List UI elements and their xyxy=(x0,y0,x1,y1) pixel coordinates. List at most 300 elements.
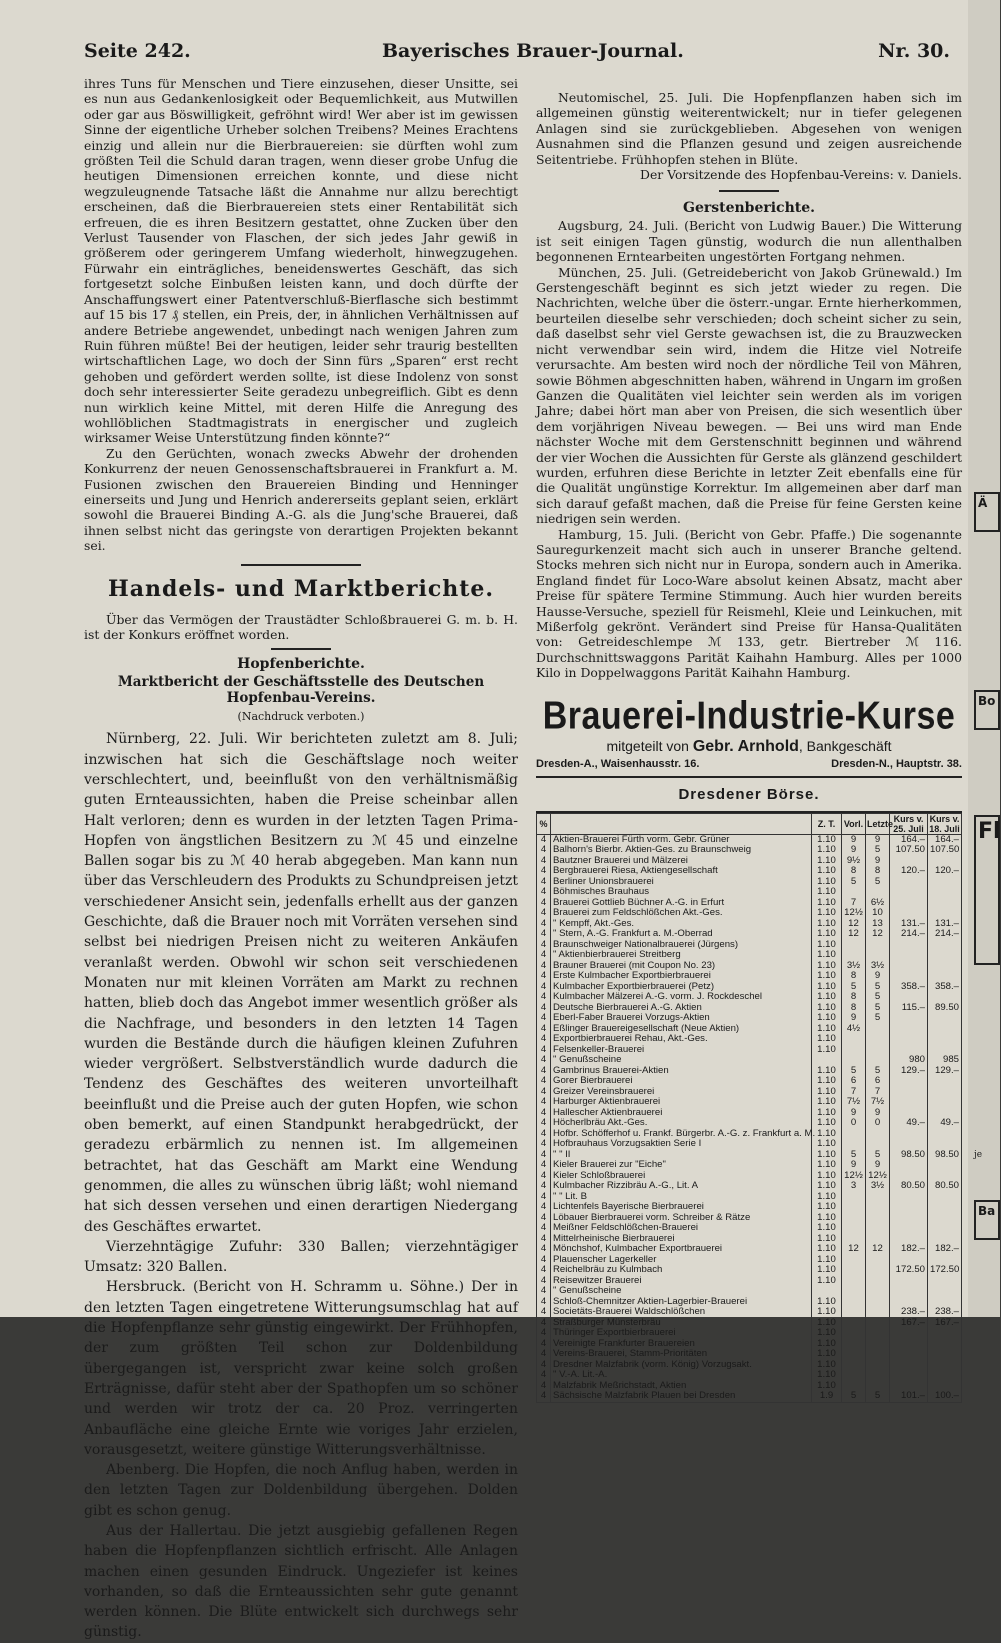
cell-zt: 1.10 xyxy=(812,845,842,856)
cell-zt: 1.10 xyxy=(812,1150,842,1161)
hops-title: Hopfenberichte. xyxy=(237,656,365,673)
cell-vorl: 9 xyxy=(842,1108,866,1119)
cell-letzte: 9 xyxy=(866,1160,890,1171)
cell-percent: 4 xyxy=(537,1181,551,1192)
cell-kurs-25 xyxy=(890,898,928,909)
cell-percent: 4 xyxy=(537,877,551,888)
cell-kurs-25 xyxy=(890,1360,928,1371)
cell-letzte: 5 xyxy=(866,845,890,856)
cell-percent: 4 xyxy=(537,1339,551,1350)
cell-letzte: 12 xyxy=(866,1244,890,1255)
cell-zt: 1.10 xyxy=(812,1129,842,1140)
cell-kurs-18: 89.50 xyxy=(928,1003,962,1014)
cell-percent: 4 xyxy=(537,1223,551,1234)
cell-vorl xyxy=(842,1349,866,1360)
cell-kurs-18: 167.– xyxy=(928,1318,962,1329)
cell-vorl xyxy=(842,1202,866,1213)
cell-zt: 1.10 xyxy=(812,877,842,888)
cell-vorl xyxy=(842,1265,866,1276)
cell-company: Thüringer Exportbierbrauerei xyxy=(551,1328,812,1339)
cell-zt: 1.10 xyxy=(812,898,842,909)
cell-letzte: 12 xyxy=(866,929,890,940)
cell-percent: 4 xyxy=(537,1129,551,1140)
cell-kurs-18: 100.– xyxy=(928,1391,962,1402)
cell-vorl: 9 xyxy=(842,834,866,845)
cell-kurs-18: 129.– xyxy=(928,1066,962,1077)
cell-kurs-18: 131.– xyxy=(928,919,962,930)
divider xyxy=(241,564,361,566)
cell-percent: 4 xyxy=(537,971,551,982)
cell-percent: 4 xyxy=(537,1066,551,1077)
cell-vorl: 3½ xyxy=(842,961,866,972)
report-augsburg: Augsburg, 24. Juli. (Bericht von Ludwig Bauer.) Die Witterung ist seit einigen Tagen günstig, wodurch die nun allenthalben begonnenen Erntearbeiten ungestörten Fortgang nehmen. xyxy=(536,218,962,265)
report-hallertau: Aus der Hallertau. Die jetzt ausgiebig gefallenen Regen haben die Hopfenpflanzen sichtlich erfrischt. Alle Anlagen machen einen gesunden Eindruck. Ungeziefer ist keines vorhanden, so daß die Ernteaussichten sehr gute genannt werden können. Die Blüte entwickelt sich durchwegs sehr günstig. xyxy=(84,1522,518,1641)
barley-title: Gerstenberichte. xyxy=(682,200,815,217)
cell-percent: 4 xyxy=(537,1318,551,1329)
cell-letzte xyxy=(866,940,890,951)
col-percent: % xyxy=(537,813,551,834)
cell-kurs-25: 129.– xyxy=(890,1066,928,1077)
cell-zt: 1.10 xyxy=(812,1171,842,1182)
cell-company: " Genußscheine xyxy=(551,1286,812,1297)
cell-zt: 1.10 xyxy=(812,1307,842,1318)
signature-line: Der Vorsitzende des Hopfenbau-Vereins: v. Daniels. xyxy=(640,167,962,183)
cell-letzte: 12½ xyxy=(866,1171,890,1182)
cell-letzte: 9 xyxy=(866,1108,890,1119)
next-page-box: Fl xyxy=(974,815,1000,965)
cell-kurs-18: 238.– xyxy=(928,1307,962,1318)
cell-percent: 4 xyxy=(537,1108,551,1119)
cell-letzte xyxy=(866,1223,890,1234)
cell-percent: 4 xyxy=(537,1391,551,1402)
ad-title: Brauerei-Industrie-Kurse xyxy=(542,693,956,738)
cell-kurs-18 xyxy=(928,1013,962,1024)
cell-kurs-18 xyxy=(928,1276,962,1287)
cell-company: Eßlinger Brauereigesellschaft (Neue Aktien) xyxy=(551,1024,812,1035)
cell-percent: 4 xyxy=(537,866,551,877)
report-neutomischel: Neutomischel, 25. Juli. Die Hopfenpflanzen haben sich im allgemeinen günstig weiterentwickelt; nur in tiefer gelegenen Anlagen sind sie zurückgeblieben. Abgesehen von wenigen Ausnahmen sind die Pflanzen gesund und zeigen ausreichende Seitentriebe. Frühhopfen stehen in Blüte. xyxy=(536,90,962,167)
cell-company: Hofbrauhaus Vorzugsaktien Serie I xyxy=(551,1139,812,1150)
cell-letzte: 9 xyxy=(866,834,890,845)
cell-company: Exportbierbrauerei Rehau, Akt.-Ges. xyxy=(551,1034,812,1045)
cell-zt: 1.10 xyxy=(812,1244,842,1255)
cell-kurs-18 xyxy=(928,877,962,888)
cell-letzte: 3½ xyxy=(866,1181,890,1192)
cell-letzte xyxy=(866,1276,890,1287)
cell-zt: 1.10 xyxy=(812,1045,842,1056)
cell-vorl: 8 xyxy=(842,971,866,982)
cell-kurs-18: 164.– xyxy=(928,834,962,845)
cell-company: Löbauer Bierbrauerei vorm. Schreiber & Rätze xyxy=(551,1213,812,1224)
cell-company: Straßburger Münsterbräu xyxy=(551,1318,812,1329)
cell-percent: 4 xyxy=(537,1276,551,1287)
cell-letzte: 7 xyxy=(866,1087,890,1098)
cell-percent: 4 xyxy=(537,1265,551,1276)
cell-vorl xyxy=(842,1318,866,1329)
cell-company: Braunschweiger Nationalbrauerei (Jürgens) xyxy=(551,940,812,951)
cell-zt: 1.10 xyxy=(812,1328,842,1339)
cell-kurs-25 xyxy=(890,1024,928,1035)
table-row xyxy=(537,1139,962,1150)
cell-zt: 1.10 xyxy=(812,929,842,940)
table-header-row xyxy=(537,813,962,834)
cell-vorl xyxy=(842,1223,866,1234)
report-abenberg: Abenberg. Die Hopfen, die noch Anflug haben, werden in den letzten Tagen zur Doldenbildung übergehen. Dolden gibt es schon genug. xyxy=(84,1462,518,1519)
cell-vorl xyxy=(842,940,866,951)
report-muenchen: München, 25. Juli. (Getreidebericht von Jakob Grünewald.) Im Gerstengeschäft beginnt es sich jetzt wieder zu regen. Die Nachrichten, welche über die österr.-ungar. Ernte hierherkommen, beurteilen dieselbe sehr verschieden; doch scheint sicher zu sein, daß daselbst sehr viel Gerste gewachsen ist, die zu Brauzwecken nicht verwendbar sein wird, indem die Hitze viel Notreife verursachte. Am besten wird noch der nördliche Teil von Mähren, sowie Böhmen abgeschnitten haben, während in Ungarn im großen Ganzen die Qualitäten viel leichter sein werden als im vorigen Jahre; dabei hört man aber von Preisen, die sich wesentlich über dem vorjährigen Niveau bewegen. — Bei uns wird man Ende nächster Woche mit dem Gerstenschnitt beginnen und während der vier Wochen die Aussichten für Gerste als glänzend geschildert wurden, erfuhren diese Berichte in letzter Zeit ebenfalls eine für die Qualität ungünstige Korrektur. Im allgemeinen aber darf man sich darauf gefaßt machen, daß die Preise für feine Gersten keine niedrigen sein werden. xyxy=(536,264,962,527)
cell-letzte xyxy=(866,1328,890,1339)
cell-company: Meißner Feldschlößchen-Brauerei xyxy=(551,1223,812,1234)
cell-percent: 4 xyxy=(537,929,551,940)
cell-vorl: 7 xyxy=(842,1087,866,1098)
cell-letzte xyxy=(866,1202,890,1213)
cell-kurs-18 xyxy=(928,1328,962,1339)
cell-company: Kieler Schloßbrauerei xyxy=(551,1171,812,1182)
cell-letzte xyxy=(866,1307,890,1318)
cell-company: " Aktienbierbrauerei Streitberg xyxy=(551,950,812,961)
cell-vorl: 12½ xyxy=(842,908,866,919)
cell-vorl xyxy=(842,1213,866,1224)
cell-kurs-25: 164.– xyxy=(890,834,928,845)
cell-percent: 4 xyxy=(537,1045,551,1056)
cell-kurs-25: 107.50 xyxy=(890,845,928,856)
cell-kurs-18: 98.50 xyxy=(928,1150,962,1161)
divider xyxy=(719,190,779,192)
cell-vorl xyxy=(842,1276,866,1287)
cell-percent: 4 xyxy=(537,1328,551,1339)
cell-company: Brauner Brauerei (mit Coupon No. 23) xyxy=(551,961,812,972)
stock-table-body xyxy=(537,834,962,1402)
cell-zt: 1.10 xyxy=(812,992,842,1003)
cell-company: Schloß-Chemnitzer Aktien-Lagerbier-Brauerei xyxy=(551,1297,812,1308)
stock-table xyxy=(536,813,962,1403)
article-continuation: ihres Tuns für Menschen und Tiere einzusehen, dieser Unsitte, sei es nun aus Gedankenlosigkeit oder Bequemlichkeit, aus Mutwillen oder gar aus Böswilligkeit, gefröhnt wird! Wer aber ist im gewissen Sinne der eigentliche Urheber solchen Treibens? Meines Erachtens einzig und allein nur die Bierbrauereien: sie dürften wohl zum größten Teil die Schuld daran tragen, wenn dieser grobe Unfug die heutigen Dimensionen erreichen konnte, und diese nicht wegzuleugnende Tatsache läßt die Annahme nur allzu berechtigt erscheinen, daß die Bierbrauereien stets einer Rentabilität sich erfreuen, die es ihren Besitzern gestattet, ohne Zucken über den Verlust Tausender von Flaschen, der sich jedes Jahr gewiß in größerem oder geringerem Umfang wiederholt, hinwegzugehen. Fürwahr ein einträgliches, beneidenswertes Geschäft, das sich fortgesetzt solche Einbußen leisten kann, und doch dürfte der Anschaffungswert einer Patentverschluß-Bierflasche sich bestimmt auf 15 bis 17 ₰ stellen, ein Preis, der, in ähnlichen Verhältnissen auf andere Betriebe angewendet, unbedingt nach wenigen Jahren zum Ruin führen müßte! Bei der heutigen, leider sehr traurig bestellten wirtschaftlichen Lage, wo doch der Sinn fürs „Sparen“ erst recht gehoben und gefördert werden sollte, ist diese Indolenz von sonst doch sehr interessierter Seite geradezu unbegreiflich. Gibt es denn nun wirklich keine Mittel, mit deren Hilfe die Anregung des wohllöblichen Stadtmagistrats in energischer und zugleich wirksamer Weise Unterstützung finden könnte?“ xyxy=(84,76,518,446)
cell-zt: 1.10 xyxy=(812,1192,842,1203)
cell-company: " " II xyxy=(551,1150,812,1161)
journal-title: Bayerisches Brauer-Journal. xyxy=(382,40,684,62)
cell-kurs-25 xyxy=(890,1097,928,1108)
cell-vorl: 9 xyxy=(842,1013,866,1024)
cell-vorl: 0 xyxy=(842,1118,866,1129)
cell-percent: 4 xyxy=(537,1381,551,1392)
cell-percent: 4 xyxy=(537,1024,551,1035)
cell-percent: 4 xyxy=(537,1150,551,1161)
cell-kurs-25 xyxy=(890,1213,928,1224)
cell-vorl: 5 xyxy=(842,982,866,993)
cell-vorl: 5 xyxy=(842,1150,866,1161)
ad-firm-post: , Bankgeschäft xyxy=(798,737,892,754)
article-paragraph: Zu den Gerüchten, wonach zwecks Abwehr der drohenden Konkurrenz der neuen Genossenschaftsbrauerei in Frankfurt a. M. Fusionen zwischen den Brauereien Binding und Henninger einerseits und Jung und Henrich andererseits geplant seien, erklärt sowohl die Brauerei Binding A.-G. als die Jung'sche Brauerei, daß ihnen selbst nicht das geringste von derartigen Projekten bekannt sei. xyxy=(84,445,518,554)
cell-kurs-25 xyxy=(890,1349,928,1360)
next-page-box: Bo xyxy=(974,690,1000,730)
table-row xyxy=(537,1181,962,1192)
cell-vorl xyxy=(842,1129,866,1140)
cell-percent: 4 xyxy=(537,1255,551,1266)
cell-percent: 4 xyxy=(537,1160,551,1171)
cell-kurs-25: 182.– xyxy=(890,1244,928,1255)
cell-kurs-25: 238.– xyxy=(890,1307,928,1318)
cell-letzte: 9 xyxy=(866,971,890,982)
cell-kurs-25 xyxy=(890,1087,928,1098)
cell-kurs-25: 115.– xyxy=(890,1003,928,1014)
cell-percent: 4 xyxy=(537,1097,551,1108)
cell-kurs-18 xyxy=(928,1349,962,1360)
cell-letzte xyxy=(866,1213,890,1224)
next-page-edge xyxy=(968,0,1000,1317)
cell-percent: 4 xyxy=(537,992,551,1003)
cell-vorl xyxy=(842,1328,866,1339)
cell-kurs-18 xyxy=(928,1024,962,1035)
cell-vorl: 7 xyxy=(842,898,866,909)
cell-vorl: 5 xyxy=(842,1066,866,1077)
cell-company: Reisewitzer Brauerei xyxy=(551,1276,812,1287)
col-vorl: Vorl. xyxy=(842,813,866,834)
left-column xyxy=(84,76,518,1643)
cell-vorl xyxy=(842,1360,866,1371)
cell-zt: 1.10 xyxy=(812,940,842,951)
cell-percent: 4 xyxy=(537,961,551,972)
cell-percent: 4 xyxy=(537,1360,551,1371)
ad-firm: Gebr. Arnhold xyxy=(692,737,799,755)
cell-letzte xyxy=(866,1297,890,1308)
cell-vorl xyxy=(842,1255,866,1266)
cell-zt: 1.10 xyxy=(812,919,842,930)
cell-vorl xyxy=(842,1370,866,1381)
cell-kurs-18 xyxy=(928,940,962,951)
cell-kurs-25 xyxy=(890,1129,928,1140)
cell-company: Hofbr. Schöfferhof u. Frankf. Bürgerbr. A.-G. z. Frankfurt a. M. xyxy=(551,1129,812,1140)
cell-vorl: 5 xyxy=(842,1391,866,1402)
cell-letzte xyxy=(866,1339,890,1350)
cell-percent: 4 xyxy=(537,1139,551,1150)
cell-company: Reichelbräu zu Kulmbach xyxy=(551,1265,812,1276)
cell-kurs-18 xyxy=(928,1034,962,1045)
cell-letzte xyxy=(866,1318,890,1329)
cell-kurs-25 xyxy=(890,1370,928,1381)
cell-percent: 4 xyxy=(537,1244,551,1255)
cell-company: Höcherlbräu Akt.-Ges. xyxy=(551,1118,812,1129)
cell-vorl: 9½ xyxy=(842,856,866,867)
cell-kurs-25 xyxy=(890,1013,928,1024)
cell-kurs-18 xyxy=(928,950,962,961)
cell-letzte xyxy=(866,1192,890,1203)
cell-kurs-25 xyxy=(890,1286,928,1297)
cell-percent: 4 xyxy=(537,1192,551,1203)
cell-kurs-25 xyxy=(890,1034,928,1045)
cell-letzte xyxy=(866,1265,890,1276)
section-note: Über das Vermögen der Traustädter Schloßbrauerei G. m. b. H. ist der Konkurs eröffnet worden. xyxy=(84,611,518,642)
cell-kurs-25: 214.– xyxy=(890,929,928,940)
cell-kurs-25: 980 xyxy=(890,1055,928,1066)
cell-zt: 1.10 xyxy=(812,1034,842,1045)
cell-letzte: 6½ xyxy=(866,898,890,909)
cell-kurs-25 xyxy=(890,940,928,951)
table-row xyxy=(537,1391,962,1402)
section-title: Handels- und Marktberichte. xyxy=(107,575,495,602)
cell-percent: 4 xyxy=(537,1171,551,1182)
cell-kurs-18 xyxy=(928,898,962,909)
cell-kurs-18 xyxy=(928,1087,962,1098)
cell-zt: 1.10 xyxy=(812,1381,842,1392)
cell-company: Bautzner Brauerei und Mälzerei xyxy=(551,856,812,867)
cell-company: Gambrinus Brauerei-Aktien xyxy=(551,1066,812,1077)
cell-company: Böhmisches Brauhaus xyxy=(551,887,812,898)
cell-zt: 1.10 xyxy=(812,982,842,993)
cell-zt: 1.10 xyxy=(812,1265,842,1276)
cell-kurs-18: 172.50 xyxy=(928,1265,962,1276)
cell-kurs-25 xyxy=(890,1328,928,1339)
ad-subtitle xyxy=(536,738,962,756)
divider xyxy=(271,648,331,650)
cell-vorl: 8 xyxy=(842,992,866,1003)
cell-kurs-25: 358.– xyxy=(890,982,928,993)
cell-kurs-25 xyxy=(890,1160,928,1171)
cell-vorl: 12½ xyxy=(842,1171,866,1182)
cell-letzte xyxy=(866,1370,890,1381)
cell-kurs-18 xyxy=(928,1339,962,1350)
cell-letzte xyxy=(866,1255,890,1266)
ad-addresses xyxy=(536,758,962,770)
cell-kurs-25 xyxy=(890,1076,928,1087)
cell-percent: 4 xyxy=(537,1370,551,1381)
next-page-box: Ä xyxy=(974,492,1000,532)
cell-kurs-25 xyxy=(890,1192,928,1203)
cell-company: Mönchshof, Kulmbacher Exportbrauerei xyxy=(551,1244,812,1255)
cell-company: Vereinigte Frankfurter Brauereien xyxy=(551,1339,812,1350)
cell-company: Vereins-Brauerei, Stamm-Prioritäten xyxy=(551,1349,812,1360)
next-page-box: Ba xyxy=(974,1200,1000,1240)
cell-zt: 1.10 xyxy=(812,1118,842,1129)
col-company xyxy=(551,813,812,834)
cell-zt: 1.10 xyxy=(812,1339,842,1350)
cell-letzte: 5 xyxy=(866,877,890,888)
cell-zt: 1.10 xyxy=(812,1234,842,1245)
cell-company: Kulmbacher Mälzerei A.-G. vorm. J. Rockdeschel xyxy=(551,992,812,1003)
cell-kurs-18 xyxy=(928,961,962,972)
cell-letzte: 5 xyxy=(866,1013,890,1024)
cell-company: Gorer Bierbrauerei xyxy=(551,1076,812,1087)
cell-company: " V.-A. Lit.-A. xyxy=(551,1370,812,1381)
hops-subtitle: Marktbericht der Geschäftsstelle des Deutschen Hopfenbau-Vereins. xyxy=(117,674,485,707)
cell-letzte xyxy=(866,1360,890,1371)
cell-letzte xyxy=(866,1024,890,1035)
cell-zt: 1.10 xyxy=(812,887,842,898)
cell-company: Kulmbacher Exportbierbrauerei (Petz) xyxy=(551,982,812,993)
cell-company: " Kempff, Akt.-Ges. xyxy=(551,919,812,930)
cell-zt: 1.10 xyxy=(812,1160,842,1171)
cell-kurs-18 xyxy=(928,887,962,898)
cell-company: Lichtenfels Bayerische Bierbrauerei xyxy=(551,1202,812,1213)
cell-kurs-25: 80.50 xyxy=(890,1181,928,1192)
cell-zt: 1.10 xyxy=(812,1108,842,1119)
cell-percent: 4 xyxy=(537,1234,551,1245)
report-nuernberg: Nürnberg, 22. Juli. Wir berichteten zuletzt am 8. Juli; inzwischen hat sich die Geschäftslage noch weiter verschlechtert, und, beeinflußt von den verhältnismäßig guten Ernteaussichten, haben die Preise scheinbar allen Halt verloren; denn es wurden in der letzten Tagen Prima-Hopfen von ängstlichen Besitzern zu ℳ 45 und einzelne Ballen sogar bis zu ℳ 40 herab abgegeben. Man kann nun über das Verschleudern des Produkts zu Schundpreisen jetzt verschiedener Ansicht sein, jedenfalls erhellt aus der ganzen Geschichte, daß die Brauer noch mit Vorräten versehen sind selbst bei niedrigen Preisen nicht zu weiteren Ankäufen veranlaßt werden. Obwohl wir schon seit verschiedenen Monaten nur mit kleinen Vorräten am Markt zu rechnen hatten, blieb doch das Angebot immer wesentlich größer als die Nachfrage, und besonders in den letzten 14 Tagen wurden die Bestände durch die häufigen kleinen Zufuhren wieder vergrößert. Selbstverständlich wurde dadurch die Tendenz des Geschäftes des weiteren unvorteilhaft beeinflußt und die Preise auch der guten Hopfen, wie schon oben bemerkt, auf einen Standpunkt herabgedrückt, der geradezu erbärmlich zu nennen ist. Im allgemeinen betrachtet, hat das Geschäft am Markt eine Wendung genommen, die alles zu wünschen übrig läßt; wohl niemand hat sich dessen versehen und einen derartigen Niedergang des Geschäftes erwartet. xyxy=(84,731,518,1235)
cell-zt: 1.10 xyxy=(812,1076,842,1087)
cell-kurs-18: 358.– xyxy=(928,982,962,993)
cell-vorl: 5 xyxy=(842,877,866,888)
cell-zt: 1.10 xyxy=(812,1202,842,1213)
cell-percent: 4 xyxy=(537,856,551,867)
cell-percent: 4 xyxy=(537,1213,551,1224)
cell-percent: 4 xyxy=(537,898,551,909)
cell-vorl: 8 xyxy=(842,1003,866,1014)
cell-zt: 1.10 xyxy=(812,961,842,972)
cell-letzte: 5 xyxy=(866,1066,890,1077)
cell-letzte: 6 xyxy=(866,1076,890,1087)
cell-company: Kulmbacher Rizzibräu A.-G., Lit. A xyxy=(551,1181,812,1192)
cell-percent: 4 xyxy=(537,1349,551,1360)
cell-percent: 4 xyxy=(537,834,551,845)
right-column xyxy=(536,90,962,1403)
cell-company: " " Lit. B xyxy=(551,1192,812,1203)
cell-letzte: 5 xyxy=(866,1003,890,1014)
cell-percent: 4 xyxy=(537,1003,551,1014)
cell-zt: 1.10 xyxy=(812,1139,842,1150)
cell-letzte: 3½ xyxy=(866,961,890,972)
cell-zt: 1.10 xyxy=(812,1066,842,1077)
cell-percent: 4 xyxy=(537,908,551,919)
cell-zt: 1.10 xyxy=(812,1297,842,1308)
address-left: Dresden-A., Waisenhausstr. 16. xyxy=(536,757,700,770)
cell-kurs-18 xyxy=(928,1286,962,1297)
cell-vorl: 7½ xyxy=(842,1097,866,1108)
cell-vorl xyxy=(842,1034,866,1045)
cell-zt: 1.10 xyxy=(812,1003,842,1014)
cell-company: Eberl-Faber Brauerei Vorzugs-Aktien xyxy=(551,1013,812,1024)
cell-zt: 1.10 xyxy=(812,1181,842,1192)
cell-vorl: 9 xyxy=(842,1160,866,1171)
cell-company: " Stern, A.-G. Frankfurt a. M.-Oberrad xyxy=(551,929,812,940)
address-right: Dresden-N., Hauptstr. 38. xyxy=(831,757,962,770)
cell-zt: 1.10 xyxy=(812,908,842,919)
cell-percent: 4 xyxy=(537,950,551,961)
cell-percent: 4 xyxy=(537,1034,551,1045)
cell-percent: 4 xyxy=(537,1076,551,1087)
cell-zt: 1.10 xyxy=(812,1255,842,1266)
next-page-text: je xyxy=(974,1150,983,1160)
cell-kurs-18: 107.50 xyxy=(928,845,962,856)
col-kurs-18: Kurs v. 18. Juli xyxy=(929,813,960,834)
cell-zt: 1.10 xyxy=(812,1013,842,1024)
hops-note: (Nachdruck verboten.) xyxy=(237,710,365,724)
cell-vorl xyxy=(842,1307,866,1318)
cell-company: Dresdner Malzfabrik (vorm. König) Vorzugsakt. xyxy=(551,1360,812,1371)
cell-kurs-25 xyxy=(890,1339,928,1350)
cell-kurs-25 xyxy=(890,950,928,961)
cell-kurs-25 xyxy=(890,887,928,898)
cell-company: Erste Kulmbacher Exportbierbrauerei xyxy=(551,971,812,982)
cell-company: Aktien-Brauerei Fürth vorm. Gebr. Grüner xyxy=(551,834,812,845)
cell-zt: 1.10 xyxy=(812,1370,842,1381)
cell-letzte: 9 xyxy=(866,856,890,867)
cell-company: Felsenkeller-Brauerei xyxy=(551,1045,812,1056)
cell-kurs-25: 120.– xyxy=(890,866,928,877)
cell-kurs-25 xyxy=(890,1223,928,1234)
cell-company: Brauerei zum Feldschlößchen Akt.-Ges. xyxy=(551,908,812,919)
issue-number: Nr. 30. xyxy=(878,40,950,62)
cell-letzte: 8 xyxy=(866,866,890,877)
cell-kurs-18: 120.– xyxy=(928,866,962,877)
cell-percent: 4 xyxy=(537,982,551,993)
cell-vorl: 12 xyxy=(842,1244,866,1255)
cell-zt: 1.10 xyxy=(812,1223,842,1234)
cell-kurs-18: 214.– xyxy=(928,929,962,940)
cell-vorl xyxy=(842,1192,866,1203)
cell-zt: 1.10 xyxy=(812,950,842,961)
cell-percent: 4 xyxy=(537,1087,551,1098)
cell-zt: 1.10 xyxy=(812,1087,842,1098)
cell-letzte xyxy=(866,1129,890,1140)
